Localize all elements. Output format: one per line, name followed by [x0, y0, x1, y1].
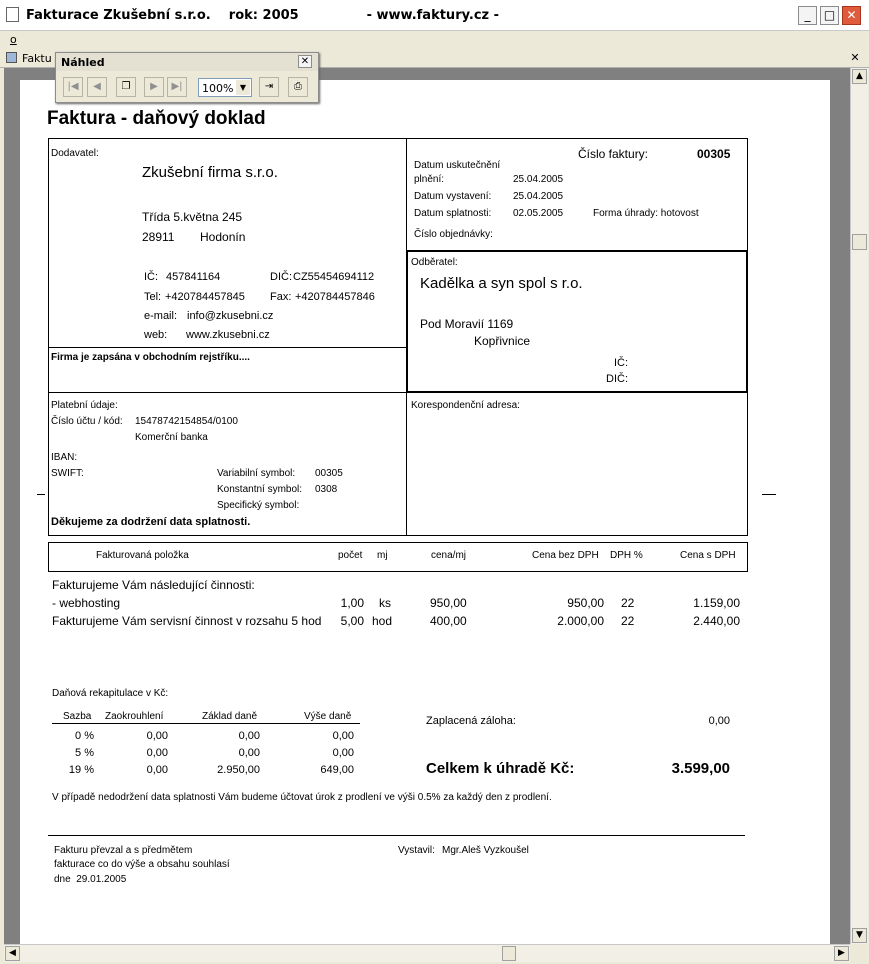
item-unit: ks: [379, 596, 391, 610]
payment-label: Platební údaje:: [51, 400, 118, 411]
last-page-icon[interactable]: ▶|: [167, 77, 187, 97]
item-vat: 22: [621, 596, 635, 610]
deposit-value: 0,00: [708, 715, 730, 727]
ic-value: 457841164: [166, 271, 221, 283]
customer-name: Kadělka a syn spol s r.o.: [420, 275, 583, 292]
late-payment-note: V případě nedodržení data splatnosti Vám budeme účtovat úrok z prodlení ve výši 0.5% za každý den z prodlení.: [52, 792, 552, 803]
item-name: Fakturujeme Vám servisní činnost v rozsahu 5 hod: [52, 614, 322, 628]
customer-label: Odběratel:: [411, 257, 458, 268]
col-qty: počet: [338, 550, 363, 561]
supplier-street: Třída 5.května 245: [142, 210, 243, 224]
recap-round: 0,00: [146, 730, 168, 742]
bank-name: Komerční banka: [135, 432, 208, 443]
margin-marker: [762, 494, 776, 495]
web-value: www.zkusebni.cz: [186, 329, 270, 341]
recap-base: 2.950,00: [217, 764, 260, 776]
dic-label: DIČ:: [270, 271, 292, 283]
horizontal-scrollbar[interactable]: [4, 944, 850, 962]
received-line-3: dne 29.01.2005: [54, 874, 127, 885]
date-supply-label-2: plnění:: [414, 174, 445, 185]
recap-tax: 0,00: [332, 747, 354, 759]
horizontal-scroll-thumb[interactable]: [502, 946, 516, 961]
ks-value: 0308: [315, 484, 338, 495]
order-no-label: Číslo objednávky:: [414, 229, 493, 240]
recap-base: 0,00: [238, 747, 260, 759]
invoice-heading: Faktura - daňový doklad: [47, 108, 266, 129]
date-issue: 25.04.2005: [513, 191, 564, 202]
item-qty: 5,00: [340, 614, 364, 628]
item-vat: 22: [621, 614, 635, 628]
invoice-no: 00305: [697, 147, 731, 161]
scroll-up-icon[interactable]: ▲: [852, 69, 867, 84]
item-with-vat: 2.440,00: [693, 614, 740, 628]
item-qty: 1,00: [340, 596, 364, 610]
dic-value: CZ55454694112: [293, 271, 375, 283]
scroll-right-icon[interactable]: ▶: [834, 946, 849, 961]
toolbar-close-icon[interactable]: ✕: [298, 55, 312, 68]
col-price: cena/mj: [431, 550, 467, 561]
payment-form: Forma úhrady: hotovost: [593, 208, 699, 219]
thanks-note: Děkujeme za dodržení data splatnosti.: [51, 516, 251, 528]
registry-note: Firma je zapsána v obchodním rejstříku....: [51, 352, 250, 363]
recap-round: 0,00: [146, 764, 168, 776]
first-page-icon[interactable]: |◀: [63, 77, 83, 97]
vs-value: 00305: [315, 468, 343, 479]
toolbar-caption: [56, 53, 318, 71]
scroll-down-icon[interactable]: ▼: [852, 928, 867, 943]
title-bar: [0, 0, 869, 31]
chevron-down-icon[interactable]: ▼: [236, 80, 250, 95]
received-line-1: Fakturu převzal a s předmětem: [54, 845, 193, 856]
minimize-button[interactable]: _: [798, 6, 817, 25]
item-price: 400,00: [430, 614, 467, 628]
recap-col-rate: Sazba: [63, 711, 92, 722]
account-label: Číslo účtu / kód:: [51, 416, 123, 427]
items-intro: Fakturujeme Vám následující činnosti:: [52, 578, 255, 592]
supplier-zip: 28911: [142, 230, 175, 244]
recap-title: Daňová rekapitulace v Kč:: [52, 688, 169, 699]
swift-label: SWIFT:: [51, 468, 84, 479]
item-no-vat: 2.000,00: [557, 614, 604, 628]
invoice-page: [20, 80, 830, 944]
child-window-title: Faktu: [22, 52, 52, 65]
recap-round: 0,00: [146, 747, 168, 759]
customer-street: Pod Moravií 1169: [420, 317, 514, 331]
date-supply-label-1: Datum uskutečnění: [414, 160, 501, 171]
recap-col-tax: Výše daně: [304, 711, 352, 722]
tel-value: +420784457845: [165, 291, 245, 303]
date-due-label: Datum splatnosti:: [414, 208, 492, 219]
app-icon: [6, 7, 19, 22]
print-icon[interactable]: ⎙: [288, 77, 308, 97]
next-page-icon[interactable]: ▶: [144, 77, 164, 97]
correspondence-label: Korespondenční adresa:: [411, 400, 520, 411]
fax-label: Fax:: [270, 291, 292, 303]
col-no-vat: Cena bez DPH: [532, 550, 599, 561]
recap-rate: 5 %: [75, 747, 94, 759]
tel-label: Tel:: [144, 291, 162, 303]
supplier-label: Dodavatel:: [51, 148, 99, 159]
preview-toolbar: [55, 52, 319, 103]
received-line-2: fakturace co do výše a obsahu souhlasí: [54, 859, 230, 870]
item-price: 950,00: [430, 596, 467, 610]
zoom-value: 100%: [202, 82, 234, 95]
recap-base: 0,00: [238, 730, 260, 742]
customer-city: Kopřivnice: [474, 334, 531, 348]
close-button[interactable]: ✕: [842, 6, 861, 25]
col-item: Fakturovaná položka: [96, 550, 189, 561]
scroll-left-icon[interactable]: ◀: [5, 946, 20, 961]
recap-rate: 0 %: [75, 730, 94, 742]
recap-col-base: Základ daně: [202, 711, 258, 722]
col-with-vat: Cena s DPH: [680, 550, 736, 561]
preview-area: [4, 68, 850, 944]
deposit-label: Zaplacená záloha:: [426, 715, 516, 727]
issued-by-label: Vystavil:: [398, 845, 435, 856]
maximize-button[interactable]: □: [820, 6, 839, 25]
ks-label: Konstantní symbol:: [217, 484, 303, 495]
pages-icon[interactable]: ❐: [116, 77, 136, 97]
customer-dic-label: DIČ:: [606, 373, 628, 385]
recap-col-round: Zaokrouhlení: [105, 711, 164, 722]
window-title: Fakturace Zkušební s.r.o. rok: 2005 - www.faktury.cz -: [26, 8, 500, 23]
supplier-name: Zkušební firma s.r.o.: [142, 164, 278, 181]
customer-ic-label: IČ:: [614, 357, 629, 369]
toolbar-title: Náhled: [61, 56, 105, 69]
supplier-city: Hodonín: [200, 230, 246, 244]
child-close-icon[interactable]: ✕: [850, 51, 860, 64]
vertical-scrollbar[interactable]: [850, 68, 868, 944]
recap-rate: 19 %: [68, 764, 94, 776]
date-supply: 25.04.2005: [513, 174, 564, 185]
total-label: Celkem k úhradě Kč:: [426, 760, 575, 777]
margin-marker: [37, 494, 45, 495]
account-number: 15478742154854/0100: [135, 416, 238, 427]
exit-icon[interactable]: ⇥: [259, 77, 279, 97]
prev-page-icon[interactable]: ◀: [87, 77, 107, 97]
vs-label: Variabilní symbol:: [217, 468, 296, 479]
web-label: web:: [144, 329, 168, 341]
date-due: 02.05.2005: [513, 208, 564, 219]
email-label: e-mail:: [144, 310, 178, 322]
fax-value: +420784457846: [295, 291, 375, 303]
item-no-vat: 950,00: [567, 596, 604, 610]
menu-bar: [0, 31, 869, 49]
vertical-scroll-thumb[interactable]: [852, 234, 867, 250]
iban-label: IBAN:: [51, 452, 78, 463]
zoom-select[interactable]: [198, 78, 252, 97]
item-name: - webhosting: [52, 596, 121, 610]
email-value: info@zkusebni.cz: [187, 310, 274, 322]
ic-label: IČ:: [144, 271, 159, 283]
item-with-vat: 1.159,00: [693, 596, 740, 610]
col-vat: DPH %: [610, 550, 643, 561]
ss-label: Specifický symbol:: [217, 500, 300, 511]
col-unit: mj: [377, 550, 388, 561]
total-value: 3.599,00: [671, 760, 730, 777]
issued-by-name: Mgr.Aleš Vyzkoušel: [442, 845, 529, 856]
recap-tax: 649,00: [320, 764, 354, 776]
recap-tax: 0,00: [332, 730, 354, 742]
item-unit: hod: [372, 614, 393, 628]
invoice-no-label: Číslo faktury:: [578, 147, 649, 161]
menu-item[interactable]: o: [10, 33, 17, 46]
date-issue-label: Datum vystavení:: [414, 191, 492, 202]
child-window-icon: [6, 52, 17, 63]
